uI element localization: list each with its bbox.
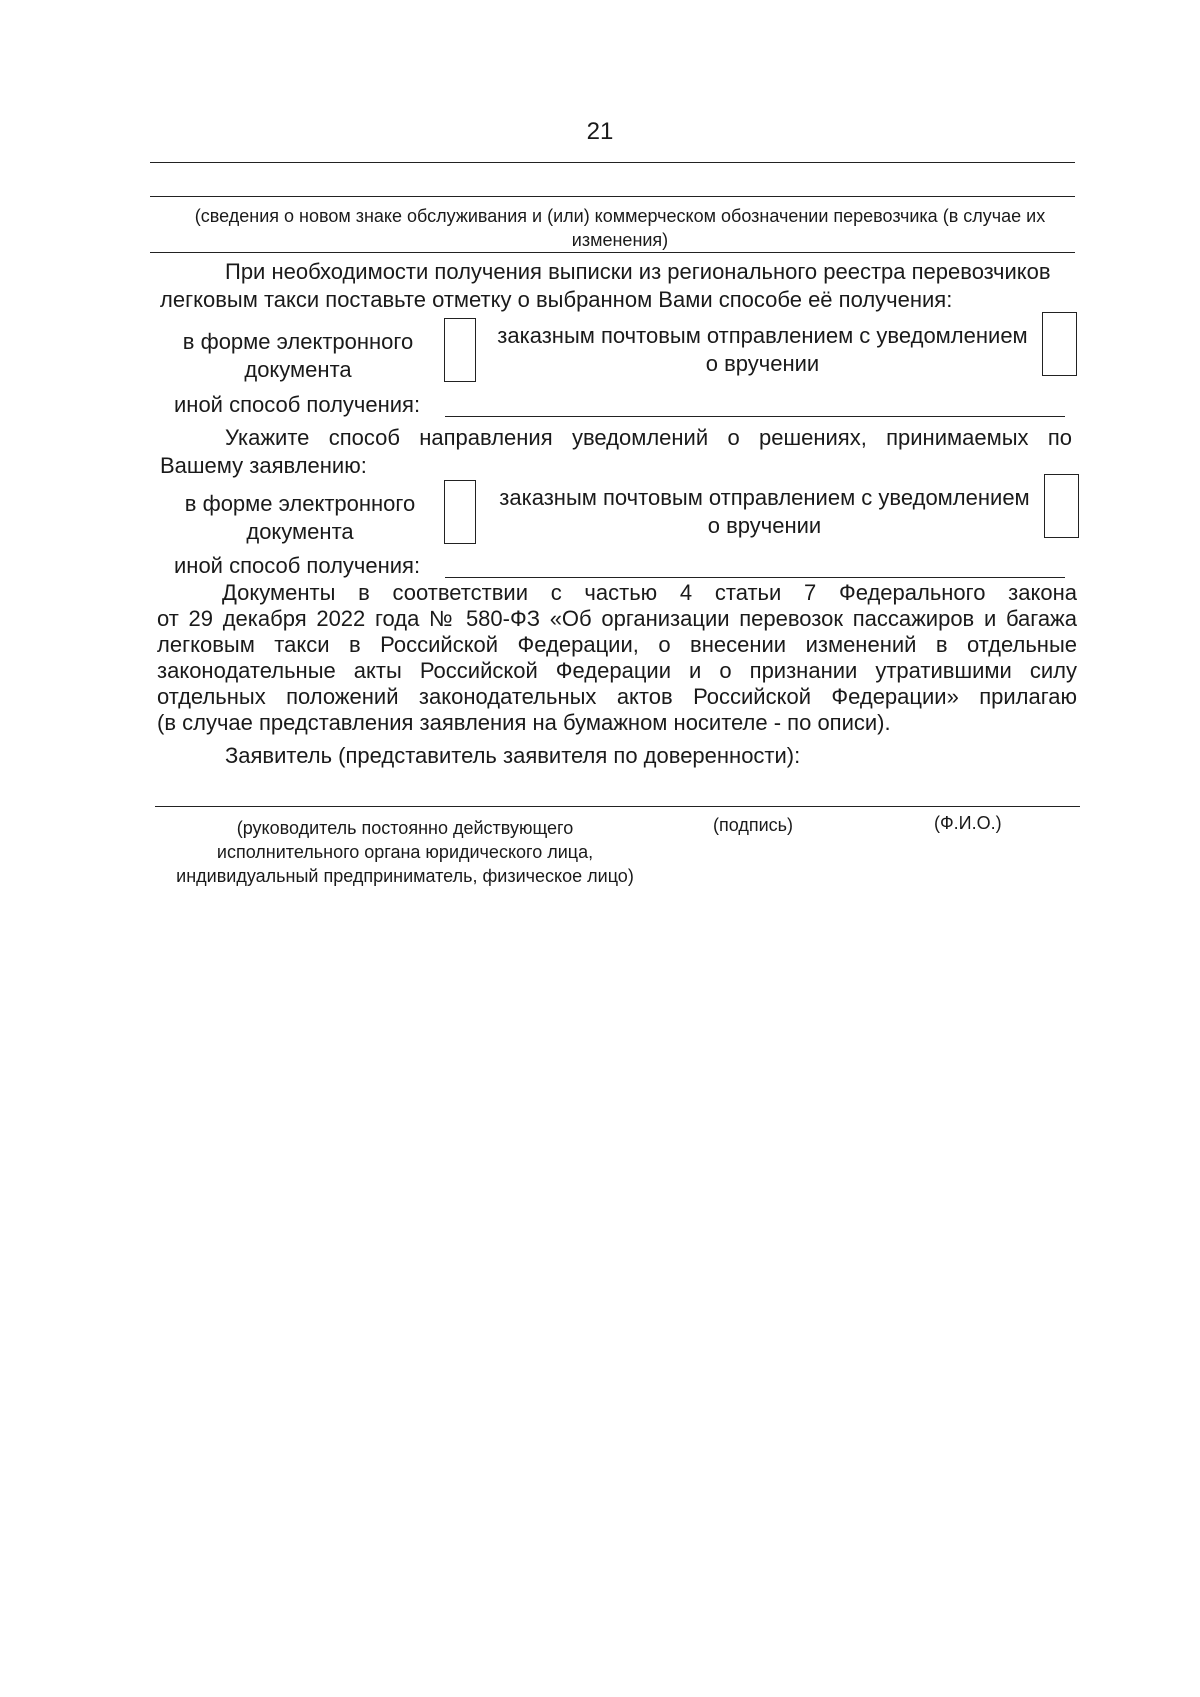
extract-electronic-label-line-2: документа [244,357,352,382]
notification-electronic-label-line-2: документа [246,519,354,544]
extract-mail-label-line-2: о вручении [705,351,820,376]
signature-role-line-1: (руководитель постоянно действующего [236,818,574,838]
carrier-info-line-2[interactable] [150,196,1075,197]
documents-line-2: от 29 декабря 2022 года № 580-ФЗ «Об организации перевозок пассажиров и багажа [157,606,1077,631]
notification-mail-checkbox[interactable] [1044,474,1079,538]
extract-intro-line-2: легковым такси поставьте отметку о выбранном Вами способе её получения: [160,287,953,312]
signature-role-caption [160,816,650,888]
signature-sign-caption: (подпись) [713,815,794,835]
extract-electronic-label-line-1: в форме электронного [182,329,414,354]
extract-intro-line-1: При необходимости получения выписки из регионального реестра перевозчиков [225,259,1051,284]
extract-mail-label [490,322,1035,378]
applicant-label: Заявитель (представитель заявителя по доверенности): [225,743,801,768]
notification-other-input[interactable] [445,552,1065,578]
documents-line-5: отдельных положений законодательных актов Российской Федерации» прилагаю [157,684,1077,709]
notification-electronic-checkbox[interactable] [444,480,476,544]
notification-mail-label-line-1: заказным почтовым отправлением с уведомлением [499,485,1030,510]
notification-mail-label-line-2: о вручении [707,513,822,538]
documents-line-3: легковым такси в Российской Федерации, о внесении изменений в отдельные [157,632,1077,657]
page-number: 21 [586,118,614,145]
extract-other-line [445,416,1065,417]
carrier-caption-line-2: изменения) [571,230,669,250]
caption-divider [150,252,1075,253]
carrier-caption-line-1: (сведения о новом знаке обслуживания и (или) коммерческом обозначении перевозчика (в случае их [194,206,1046,226]
signature-role-line-3: индивидуальный предприниматель, физическое лицо) [176,866,634,886]
notification-electronic-label [180,490,420,546]
notification-other-line [445,577,1065,578]
notification-intro-line-2: Вашему заявлению: [160,453,367,478]
carrier-info-line-1[interactable] [150,162,1075,163]
extract-mail-checkbox[interactable] [1042,312,1077,376]
signature-line[interactable] [155,806,1080,807]
notification-mail-label [492,484,1037,540]
documents-line-4: законодательные акты Российской Федерации и о признании утратившими силу [157,658,1077,683]
extract-mail-label-line-1: заказным почтовым отправлением с уведомлением [497,323,1028,348]
documents-line-1: Документы в соответствии с частью 4 статьи 7 Федерального закона [222,580,1077,605]
carrier-caption [160,204,1080,252]
documents-line-6: (в случае представления заявления на бумажном носителе - по описи). [157,710,891,735]
notification-other-label: иной способ получения: [174,553,421,578]
extract-electronic-checkbox[interactable] [444,318,476,382]
notification-intro [160,424,1072,480]
extract-intro [160,258,1075,314]
extract-other-input[interactable] [445,391,1065,417]
notification-intro-line-1: Укажите способ направления уведомлений о решениях, принимаемых по [225,425,1072,450]
signature-role-line-2: исполнительного органа юридического лица, [216,842,594,862]
extract-electronic-label [178,328,418,384]
notification-electronic-label-line-1: в форме электронного [184,491,416,516]
extract-other-label: иной способ получения: [174,392,421,417]
documents-paragraph [157,580,1077,736]
signature-name-caption: (Ф.И.О.) [934,813,1002,833]
